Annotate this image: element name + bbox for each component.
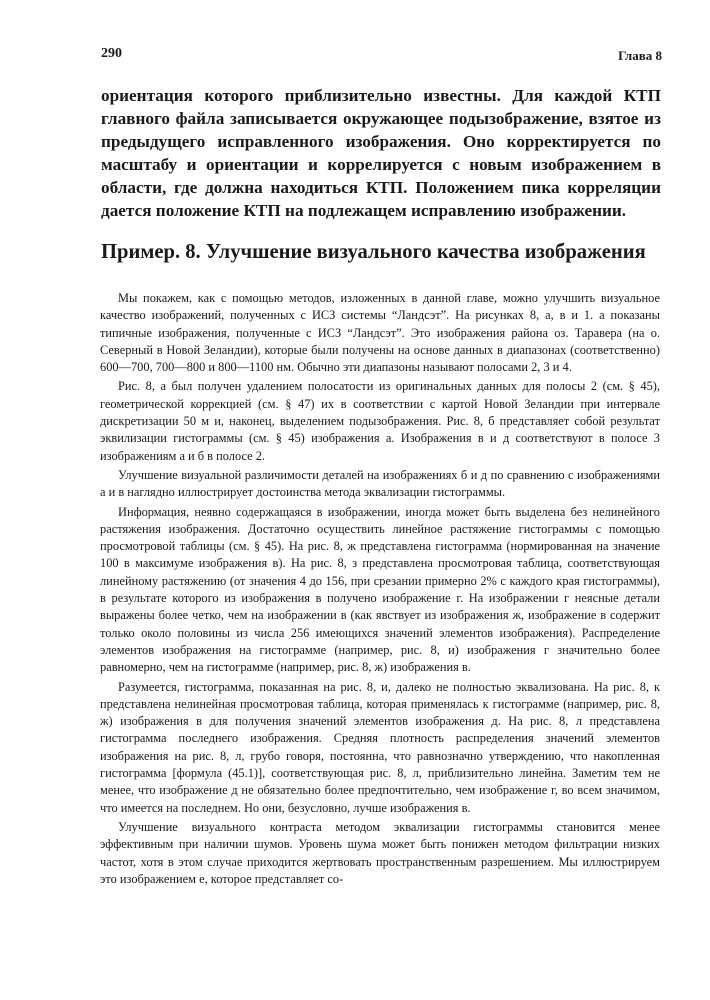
paragraph: Разумеется, гистограмма, показанная на рис. 8, и, далеко не полностью эквализована. На рис. 8, к представлена нелинейная просмотровая таблица, которая применялась к гистограмме (например, рис. 8, ж) изображения в для получения значений элементов изображения д. На рис. 8, л представлена гистограмма последнего изображения. Средняя плотность распределения значений элементов изображения на рис. 8, л, грубо говоря, постоянна, что равнозначно утверждению, что накопленная гистограмма [формула (45.1)], соответствующая рис. 8, л, приблизительно линейна. Заметим тем не менее, что изображение д не обязательно более предпочтительно, чем изображение г, во всем значимом, что имеется на последнем. Но они, безусловно, лучше изображения в. [100, 679, 660, 815]
section-title: Пример. 8. Улучшение визуального качества изображения [101, 241, 646, 263]
intro-text: ориентация которого приблизительно известны. Для каждой КТП главного файла записывается окружающее подызображение, взятое из предыдущего исправленного изображения. Оно корректируется по масштабу и ориентации и коррелируется с новым изображением в области, где должна находиться КТП. Положением пика корреляции дается положение КТП на подлежащем исправлению изображении. [101, 86, 661, 220]
paragraph: Улучшение визуальной различимости деталей на изображениях б и д по сравнению с изображениями а и в наглядно иллюстрирует достоинства метода эквализации гистограммы. [100, 467, 660, 500]
intro-paragraph [101, 84, 661, 222]
chapter-label: Глава 8 [618, 48, 662, 63]
paragraph: Информация, неявно содержащаяся в изображении, иногда может быть выделена без нелинейного растяжения изображения. Достаточно осуществить линейное растяжение гистограммы с помощью просмотровой таблицы (см. § 45). На рис. 8, ж представлена гистограмма (нормированная на значение 100 в максимуме изображения в). На рис. 8, з представлена просмотровая таблица, соответствующая линейному растяжению (от значения 4 до 156, при срезании примерно 2% с каждого края гистограммы), в результате которого из изображения в получено изображение г. На изображении г неясные детали выражены более четко, чем на изображении в (как явствует из изображения ж, изображение в содержит только около половины из числа 256 имеющихся значений элементов изображения). Распределение элементов изображения на гистограмме (например, рис. 8, и) изображения г значительно более равномерно, чем на гистограмме (например, рис. 8, ж) изображения в. [100, 504, 660, 675]
paragraph: Мы покажем, как с помощью методов, изложенных в данной главе, можно улучшить визуальное качество изображений, полученных с ИСЗ системы “Ландсэт”. На рисунках 8, а, в и 1. а показаны типичные изображения, полученные с ИСЗ “Ландсэт”. Это изображения района оз. Таравера (на о. Северный в Новой Зеландии), которые были получены на основе данных в диапазонах (соответственно) 600—700, 700—800 и 800—1100 нм. Обычно эти диапазоны называют полосами 2, 3 и 4. [100, 291, 660, 375]
body-text [100, 290, 660, 888]
paragraph: Улучшение визуального контраста методом эквализации гистограммы становится менее эффективным при наличии шумов. Уровень шума может быть понижен методом фильтрации низких частот, хотя в этом случае приходится жертвовать пространственным разрешением. Мы иллюстрируем это изображением е, которое представляет со- [100, 819, 660, 886]
page-number: 290 [101, 46, 122, 61]
paragraph: Рис. 8, а был получен удалением полосатости из оригинальных данных для полосы 2 (см. § 45), геометрической коррекцией (см. § 47) их в соответствии с картой Новой Зеландии при интервале дискретизации 50 м и, наконец, выделением подызображения. Рис. 8, б представляет собой результат эквилизации гистограммы (см. § 45) изображения а. Изображения в и д соответствуют в полосе 3 изображениям а и б в полосе 2. [100, 379, 660, 463]
